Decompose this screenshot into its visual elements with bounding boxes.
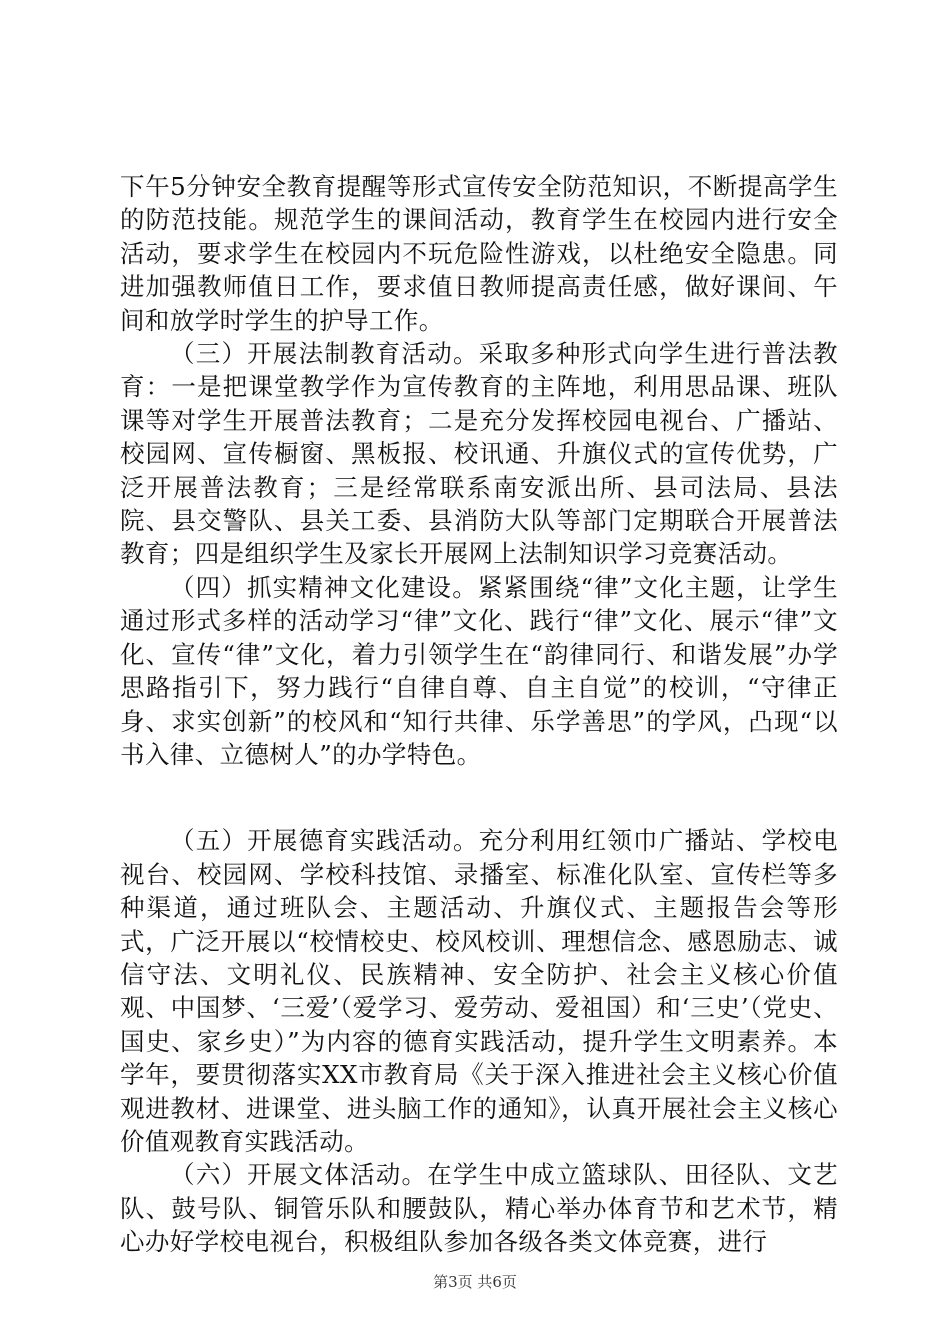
paragraph-legal-education: （三）开展法制教育活动。采取多种形式向学生进行普法教育：一是把课堂教学作为宣传教育的主阵地，利用思品课、班队课等对学生开展普法教育；二是充分发挥校园电视台、广播站、校园网、宣传橱窗、黑板报、校讯通、升旗仪式的宣传优势，广泛开展普法教育；三是经常联系南安派出所、县司法局、县法院、县交警队、县关工委、县消防大队等部门定期联合开展普法教育；四是组织学生及家长开展网上法制知识学习竞赛活动。	[120, 339, 838, 569]
paragraph-sports-arts: （六）开展文体活动。在学生中成立篮球队、田径队、文艺队、鼓号队、铜管乐队和腰鼓队，精心举办体育节和艺术节，精心办好学校电视台，积极组队参加各级各类文体竞赛，进行	[120, 1160, 838, 1257]
paragraph-continuation: 下午5分钟安全教育提醒等形式宣传安全防范知识，不断提高学生的防范技能。规范学生的课间活动，教育学生在校园内进行安全活动，要求学生在校园内不玩危险性游戏，以杜绝安全隐患。同进加强教师值日工作，要求值日教师提高责任感，做好课间、午间和放学时学生的护导工作。	[120, 172, 838, 335]
page-footer: 第3页 共6页	[433, 1273, 517, 1291]
document-body	[120, 170, 838, 1259]
paragraph-moral-practice: （五）开展德育实践活动。充分利用红领巾广播站、学校电视台、校园网、学校科技馆、录播室、标准化队室、宣传栏等多种渠道，通过班队会、主题活动、升旗仪式、主题报告会等形式，广泛开展以“校情校史、校风校训、理想信念、感恩励志、诚信守法、文明礼仪、民族精神、安全防护、社会主义核心价值观、中国梦、‘三爱’（爱学习、爱劳动、爱祖国）和‘三史’（党史、国史、家乡史）”为内容的德育实践活动，提升学生文明素养。本学年，要贯彻落实XX市教育局《关于深入推进社会主义核心价值观进教材、进课堂、进头脑工作的通知》，认真开展社会主义核心价值观教育实践活动。	[120, 826, 838, 1156]
paragraph-spirit-culture: （四）抓实精神文化建设。紧紧围绕“律”文化主题，让学生通过形式多样的活动学习“律”文化、践行“律”文化、展示“律”文化、宣传“律”文化，着力引领学生在“韵律同行、和谐发展”办学思路指引下，努力践行“自律自尊、自主自觉”的校训，“守律正身、求实创新”的校风和“知行共律、乐学善思”的学风，凸现“以书入律、立德树人”的办学特色。	[120, 572, 838, 769]
